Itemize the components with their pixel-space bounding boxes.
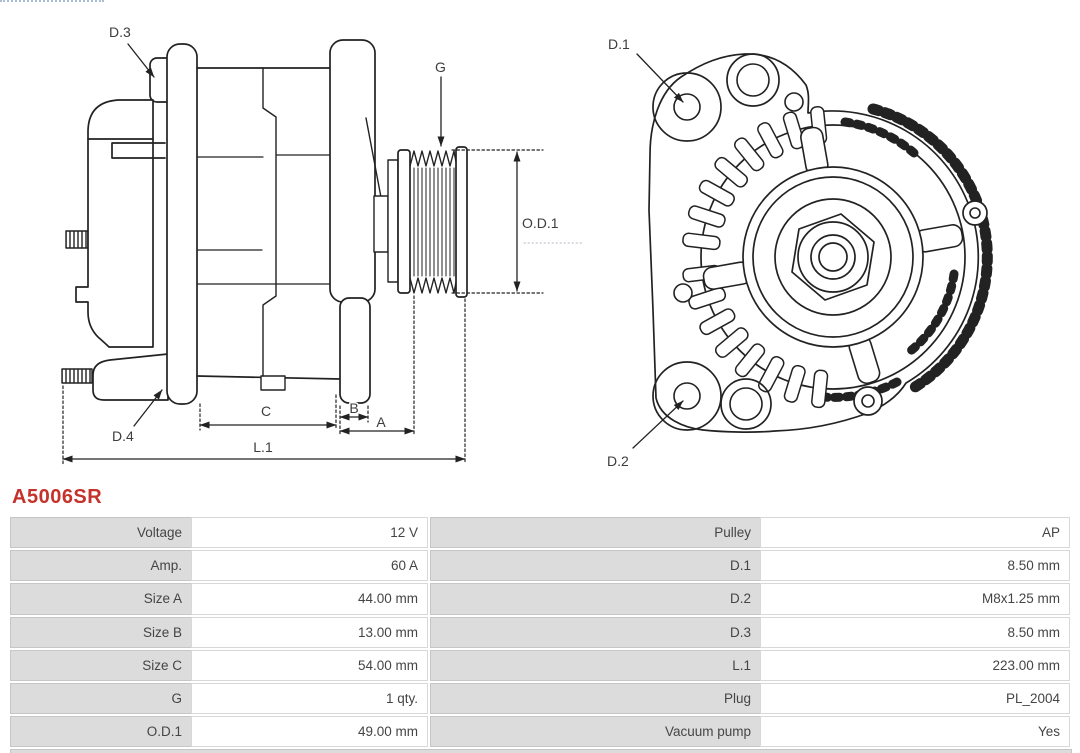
label-d3: D.3 bbox=[109, 24, 131, 40]
spec-label: Vacuum pump bbox=[430, 716, 760, 747]
front-bracket-foot bbox=[340, 298, 370, 403]
label-d1: D.1 bbox=[608, 36, 630, 52]
label-d4: D.4 bbox=[112, 428, 134, 444]
spec-value: 54.00 mm bbox=[191, 650, 428, 681]
spec-label: D.2 bbox=[430, 583, 760, 614]
spec-value: 12 V bbox=[191, 517, 428, 548]
spec-value: Yes bbox=[760, 716, 1070, 747]
hole-d1 bbox=[674, 94, 700, 120]
label-dim-l1: L.1 bbox=[253, 439, 273, 455]
part-number: A5006SR bbox=[12, 486, 103, 508]
spec-table-right bbox=[430, 517, 1070, 747]
spec-label: L.1 bbox=[430, 650, 760, 681]
label-g: G bbox=[435, 59, 446, 75]
spec-value: PL_2004 bbox=[760, 683, 1070, 714]
label-d2: D.2 bbox=[607, 453, 629, 469]
spec-value: AP bbox=[760, 517, 1070, 548]
spec-value: 13.00 mm bbox=[191, 617, 428, 648]
spec-label: Size C bbox=[10, 650, 191, 681]
rear-bracket-arm bbox=[167, 44, 197, 404]
spec-label: D.3 bbox=[430, 617, 760, 648]
spec-label: G bbox=[10, 683, 191, 714]
front-view-drawing bbox=[649, 54, 987, 432]
spec-value: 60 A bbox=[191, 550, 428, 581]
spec-value: 223.00 mm bbox=[760, 650, 1070, 681]
side-bottom-boss bbox=[93, 354, 168, 400]
side-view-drawing bbox=[62, 40, 467, 404]
leader-d2 bbox=[633, 401, 683, 448]
spec-label: O.D.1 bbox=[10, 716, 191, 747]
spec-label: D.1 bbox=[430, 550, 760, 581]
pulley-grooves-bottom bbox=[410, 278, 456, 293]
label-dim-c: C bbox=[260, 403, 272, 419]
stud-upper bbox=[66, 231, 88, 248]
spec-value: 49.00 mm bbox=[191, 716, 428, 747]
stud-lower bbox=[62, 369, 92, 383]
label-dim-a: A bbox=[376, 414, 386, 430]
spec-value: 44.00 mm bbox=[191, 583, 428, 614]
pulley-grooves-top bbox=[410, 151, 456, 166]
clipped-next-row bbox=[10, 749, 1072, 753]
spec-label: Size B bbox=[10, 617, 191, 648]
spec-label: Voltage bbox=[10, 517, 191, 548]
pulley-right-flange bbox=[456, 147, 467, 297]
pulley-left-flange bbox=[398, 150, 410, 293]
spec-label: Plug bbox=[430, 683, 760, 714]
spec-value: 1 qty. bbox=[191, 683, 428, 714]
spec-label: Amp. bbox=[10, 550, 191, 581]
spec-value: 8.50 mm bbox=[760, 617, 1070, 648]
spec-value: M8x1.25 mm bbox=[760, 583, 1070, 614]
spec-value: 8.50 mm bbox=[760, 550, 1070, 581]
spec-label: Pulley bbox=[430, 517, 760, 548]
leader-d1 bbox=[637, 54, 683, 102]
label-dim-b: B bbox=[349, 400, 359, 416]
rear-housing bbox=[76, 100, 153, 347]
spec-table-left bbox=[10, 517, 428, 747]
label-od1: O.D.1 bbox=[522, 215, 559, 231]
leader-d3 bbox=[128, 44, 154, 77]
front-bracket-arm bbox=[330, 40, 375, 302]
spec-label: Size A bbox=[10, 583, 191, 614]
